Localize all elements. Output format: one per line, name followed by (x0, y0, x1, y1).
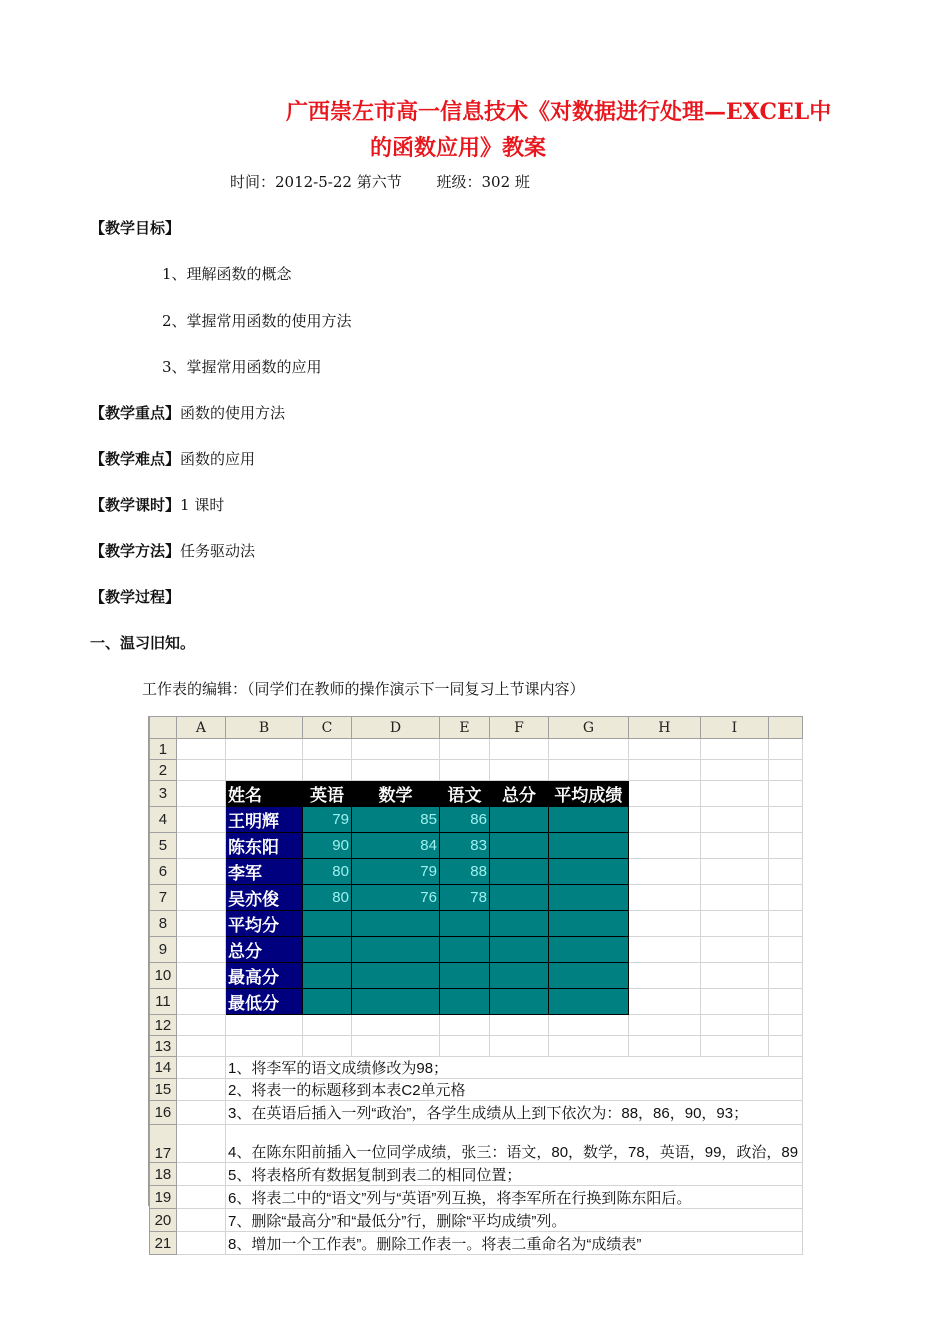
task-text[interactable]: 6、将表二中的“语文”列与“英语”列互换，将李军所在行换到陈东阳后。 (226, 1186, 803, 1209)
header-cell[interactable]: 姓名 (226, 781, 303, 807)
row-header[interactable]: 4 (150, 807, 177, 833)
column-header-row (150, 717, 803, 739)
doc-title-line1: 广西崇左市高一信息技术《对数据进行处理—EXCEL中 (286, 99, 832, 125)
total-cell[interactable] (489, 833, 548, 859)
summary-cell[interactable] (548, 937, 628, 963)
difficulty-label: 【教学难点】 (90, 450, 181, 468)
doc-title-line2: 的函数应用》教案 (370, 135, 547, 161)
row-header[interactable]: 14 (150, 1057, 177, 1079)
col-header[interactable]: A (176, 717, 225, 739)
row-header[interactable]: 6 (150, 859, 177, 885)
row-header[interactable]: 11 (150, 989, 177, 1015)
difficulty-text: 函数的应用 (180, 450, 256, 468)
row-header[interactable]: 8 (150, 911, 177, 937)
summary-cell[interactable] (303, 989, 352, 1015)
chinese-cell[interactable]: 83 (439, 833, 489, 859)
meta-line (230, 171, 560, 192)
summary-row (150, 911, 803, 937)
hours (90, 494, 224, 515)
average-cell[interactable] (548, 807, 628, 833)
task-text[interactable]: 3、在英语后插入一列“政治”，各学生成绩从上到下依次为：88，86，90，93； (226, 1101, 803, 1125)
math-cell[interactable]: 79 (351, 859, 439, 885)
row-header[interactable]: 1 (150, 739, 177, 760)
total-cell[interactable] (489, 885, 548, 911)
task-text[interactable]: 8、增加一个工作表”。删除工作表一。将表二重命名为“成绩表” (226, 1232, 803, 1255)
row-header[interactable]: 3 (150, 781, 177, 807)
objective-item: 3、掌握常用函数的应用 (162, 358, 322, 376)
row-header[interactable]: 19 (150, 1186, 177, 1209)
summary-label-cell[interactable]: 最低分 (226, 989, 303, 1015)
method-label: 【教学方法】 (90, 542, 181, 560)
key-point (90, 402, 285, 423)
total-cell[interactable] (489, 859, 548, 885)
summary-cell[interactable] (548, 911, 628, 937)
key-point-label: 【教学重点】 (90, 404, 181, 422)
chinese-cell[interactable]: 88 (439, 859, 489, 885)
row-header[interactable]: 21 (150, 1232, 177, 1255)
header-cell[interactable]: 总分 (489, 781, 548, 807)
task-row (150, 1232, 803, 1255)
task-row (150, 1057, 803, 1079)
header-cell[interactable]: 英语 (303, 781, 352, 807)
row-header[interactable]: 10 (150, 963, 177, 989)
method-text: 任务驱动法 (180, 542, 256, 560)
row-header[interactable]: 18 (150, 1163, 177, 1186)
col-header[interactable]: G (548, 717, 628, 739)
summary-cell[interactable] (351, 911, 439, 937)
task-text[interactable]: 1、将李军的语文成绩修改为98； (226, 1057, 803, 1079)
objectives-heading: 【教学目标】 (90, 219, 181, 237)
summary-cell[interactable] (489, 937, 548, 963)
english-cell[interactable]: 80 (303, 885, 352, 911)
col-header[interactable]: F (489, 717, 548, 739)
table-row (150, 833, 803, 859)
corner-cell[interactable] (150, 717, 177, 739)
summary-cell[interactable] (439, 937, 489, 963)
math-cell[interactable]: 76 (351, 885, 439, 911)
header-cell[interactable]: 语文 (439, 781, 489, 807)
average-cell[interactable] (548, 859, 628, 885)
summary-cell[interactable] (548, 989, 628, 1015)
chinese-cell[interactable]: 86 (439, 807, 489, 833)
summary-label-cell[interactable]: 最高分 (226, 963, 303, 989)
average-cell[interactable] (548, 833, 628, 859)
summary-row (150, 963, 803, 989)
row-header[interactable]: 17 (150, 1125, 177, 1163)
row-header[interactable]: 15 (150, 1079, 177, 1101)
row-header[interactable]: 7 (150, 885, 177, 911)
spreadsheet-screenshot (148, 716, 803, 1253)
summary-cell[interactable] (351, 937, 439, 963)
table-row (150, 885, 803, 911)
row-header[interactable]: 16 (150, 1101, 177, 1125)
math-cell[interactable]: 84 (351, 833, 439, 859)
objective-item: 2、掌握常用函数的使用方法 (162, 312, 352, 330)
english-cell[interactable]: 90 (303, 833, 352, 859)
summary-cell[interactable] (351, 963, 439, 989)
task-text[interactable]: 2、将表一的标题移到本表C2单元格 (226, 1079, 803, 1101)
col-header[interactable]: D (351, 717, 439, 739)
task-row (150, 1125, 803, 1163)
key-point-text: 函数的使用方法 (180, 404, 286, 422)
header-cell[interactable]: 数学 (351, 781, 439, 807)
student-name-cell[interactable]: 吴亦俊 (226, 885, 303, 911)
row-header[interactable]: 13 (150, 1036, 177, 1057)
row-header[interactable]: 2 (150, 760, 177, 781)
summary-label-cell[interactable]: 平均分 (226, 911, 303, 937)
summary-cell[interactable] (489, 989, 548, 1015)
col-header[interactable]: E (439, 717, 489, 739)
task-row (150, 1186, 803, 1209)
summary-cell[interactable] (439, 963, 489, 989)
summary-row (150, 989, 803, 1015)
summary-cell[interactable] (489, 963, 548, 989)
average-cell[interactable] (548, 885, 628, 911)
summary-cell[interactable] (439, 911, 489, 937)
total-cell[interactable] (489, 807, 548, 833)
col-header[interactable]: B (226, 717, 303, 739)
meta-time: 时间：2012-5-22 第六节 (230, 173, 402, 191)
row-header[interactable]: 20 (150, 1209, 177, 1232)
summary-cell[interactable] (303, 937, 352, 963)
summary-label-cell[interactable]: 总分 (226, 937, 303, 963)
math-cell[interactable]: 85 (351, 807, 439, 833)
task-text[interactable]: 7、删除“最高分”和“最低分”行，删除“平均成绩”列。 (226, 1209, 803, 1232)
objective-item: 1、理解函数的概念 (162, 265, 292, 283)
hours-label: 【教学课时】 (90, 496, 181, 514)
col-header[interactable]: I (700, 717, 768, 739)
student-name-cell[interactable]: 李军 (226, 859, 303, 885)
intro-text: 工作表的编辑：（同学们在教师的操作演示下一同复习上节课内容） (142, 680, 585, 698)
english-cell[interactable]: 80 (303, 859, 352, 885)
chinese-cell[interactable]: 78 (439, 885, 489, 911)
task-row (150, 1101, 803, 1125)
student-name-cell[interactable]: 陈东阳 (226, 833, 303, 859)
meta-class: 班级：302 班 (436, 173, 530, 191)
summary-cell[interactable] (303, 963, 352, 989)
col-header[interactable]: H (628, 717, 700, 739)
difficulty (90, 448, 255, 469)
summary-cell[interactable] (351, 989, 439, 1015)
summary-row (150, 937, 803, 963)
row-header[interactable]: 9 (150, 937, 177, 963)
col-header[interactable] (768, 717, 802, 739)
english-cell[interactable]: 79 (303, 807, 352, 833)
header-cell[interactable]: 平均成绩 (548, 781, 628, 807)
row-header[interactable]: 12 (150, 1015, 177, 1036)
task-text[interactable]: 4、在陈东阳前插入一位同学成绩，张三：语文，80，数学，78，英语，99，政治，89 (226, 1125, 803, 1163)
summary-cell[interactable] (303, 911, 352, 937)
summary-cell[interactable] (489, 911, 548, 937)
table-row (150, 859, 803, 885)
task-text[interactable]: 5、将表格所有数据复制到表二的相同位置； (226, 1163, 803, 1186)
method (90, 540, 255, 561)
hours-text: 1 课时 (180, 496, 225, 514)
table-row (150, 807, 803, 833)
task-row (150, 1209, 803, 1232)
section1-heading: 一、温习旧知。 (90, 634, 196, 652)
student-name-cell[interactable]: 王明辉 (226, 807, 303, 833)
task-row (150, 1163, 803, 1186)
row-header[interactable]: 5 (150, 833, 177, 859)
col-header[interactable]: C (303, 717, 352, 739)
summary-cell[interactable] (439, 989, 489, 1015)
summary-cell[interactable] (548, 963, 628, 989)
table-header-row (150, 781, 803, 807)
spreadsheet-grid (149, 716, 803, 1255)
task-row (150, 1079, 803, 1101)
process-heading: 【教学过程】 (90, 588, 181, 606)
